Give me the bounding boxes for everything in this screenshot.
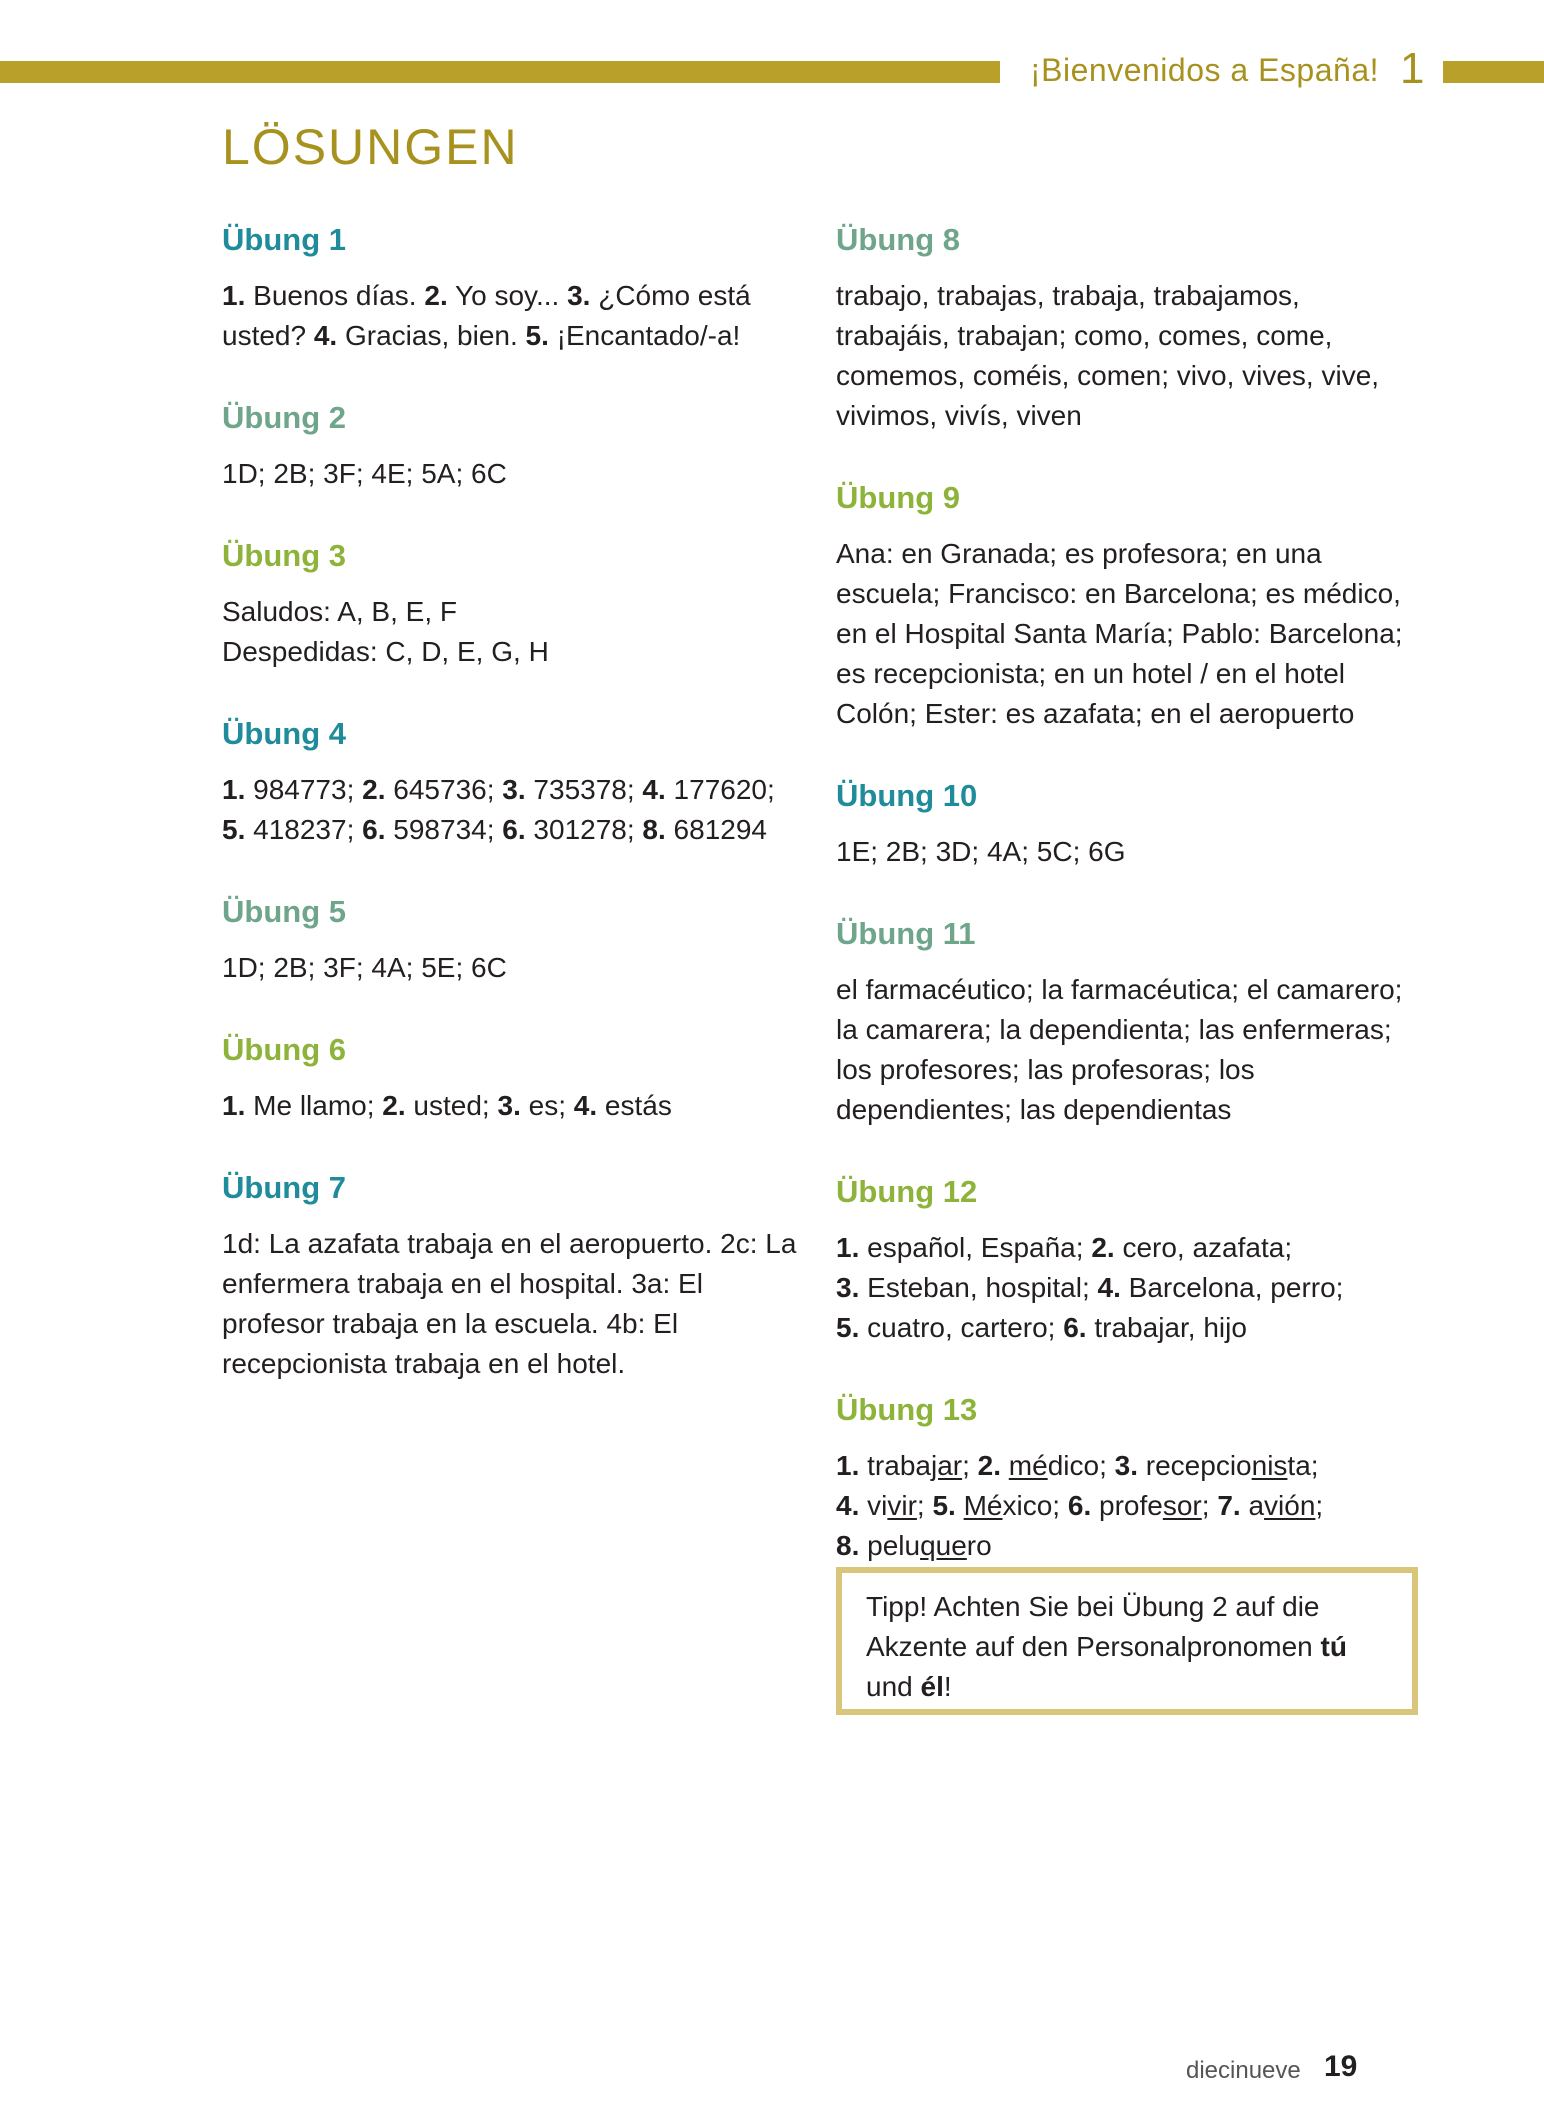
uebung-12	[836, 1170, 1416, 1348]
uebung-title: Übung 3	[222, 538, 346, 573]
uebung-answer: 1. Me llamo; 2. usted; 3. es; 4. estás	[222, 1090, 672, 1121]
uebung-answer: 1. Buenos días. 2. Yo soy... 3. ¿Cómo está usted? 4. Gracias, bien. 5. ¡Encantado/-a!	[222, 280, 751, 351]
uebung-9	[836, 476, 1416, 734]
uebung-answer: 1. español, España; 2. cero, azafata; 3. Esteban, hospital; 4. Barcelona, perro; 5. cuatro, cartero; 6. trabajar, hijo	[836, 1232, 1344, 1343]
uebung-title: Übung 7	[222, 1170, 346, 1205]
uebung-2	[222, 396, 802, 494]
left-column	[222, 218, 802, 1424]
tip-line: Akzente auf den Personalpronomen tú	[866, 1631, 1347, 1662]
uebung-1	[222, 218, 802, 356]
uebung-answer: trabajo, trabajas, trabaja, trabajamos, trabajáis, trabajan; como, comes, come, comemos, coméis, comen; vivo, vives, vive, vivimos, vivís, viven	[836, 280, 1380, 431]
header-band-left	[0, 61, 1000, 83]
uebung-11	[836, 912, 1416, 1130]
uebung-3	[222, 534, 802, 672]
tip-line: und él!	[866, 1671, 952, 1702]
uebung-answer: 1. trabajar; 2. médico; 3. recepcionista; 4. vivir; 5. México; 6. profesor; 7. avión; 8. peluquero	[836, 1450, 1324, 1561]
chapter-title: ¡Bienvenidos a España!	[1030, 52, 1379, 88]
uebung-title: Übung 2	[222, 400, 346, 435]
page-number: 19	[1324, 2050, 1358, 2083]
uebung-title: Übung 1	[222, 222, 346, 257]
uebung-answer: 1D; 2B; 3F; 4E; 5A; 6C	[222, 458, 507, 489]
uebung-answer: el farmacéutico; la farmacéutica; el camarero; la camarera; la dependienta; las enfermeras; los profesores; las profesoras; los dependientes; las dependientas	[836, 974, 1403, 1125]
uebung-answer: Ana: en Granada; es profesora; en una escuela; Francisco: en Barcelona; es médico, en el Hospital Santa María; Pablo: Barcelona; es recepcionista; en un hotel / en el hotel Colón; Ester: es azafata; en el aeropuerto	[836, 538, 1403, 729]
uebung-4	[222, 712, 802, 850]
uebung-title: Übung 11	[836, 916, 976, 951]
uebung-answer: 1d: La azafata trabaja en el aeropuerto. 2c: La enfermera trabaja en el hospital. 3a: El profesor trabaja en la escuela. 4b: El recepcionista trabaja en el hotel.	[222, 1228, 797, 1379]
tip-line: Tipp! Achten Sie bei Übung 2 auf die	[866, 1591, 1320, 1622]
uebung-5	[222, 890, 802, 988]
uebung-title: Übung 8	[836, 222, 960, 257]
chapter-number: 1	[1400, 44, 1425, 93]
uebung-answer: 1D; 2B; 3F; 4A; 5E; 6C	[222, 952, 507, 983]
uebung-answer: 1. 984773; 2. 645736; 3. 735378; 4. 177620; 5. 418237; 6. 598734; 6. 301278; 8. 681294	[222, 774, 775, 845]
uebung-title: Übung 13	[836, 1392, 978, 1427]
uebung-title: Übung 9	[836, 480, 960, 515]
tip-box	[836, 1567, 1418, 1715]
uebung-answer: Saludos: A, B, E, F Despedidas: C, D, E, G, H	[222, 596, 549, 667]
page-number-word: diecinueve	[1186, 2057, 1301, 2084]
uebung-8	[836, 218, 1416, 436]
uebung-13	[836, 1388, 1416, 1566]
uebung-title: Übung 10	[836, 778, 978, 813]
uebung-6	[222, 1028, 802, 1126]
uebung-10	[836, 774, 1416, 872]
section-title: LÖSUNGEN	[222, 119, 519, 175]
uebung-title: Übung 5	[222, 894, 346, 929]
uebung-7	[222, 1166, 802, 1384]
uebung-title: Übung 6	[222, 1032, 346, 1067]
uebung-answer: 1E; 2B; 3D; 4A; 5C; 6G	[836, 836, 1126, 867]
right-column	[836, 218, 1416, 1606]
header-band-right	[1443, 61, 1544, 83]
uebung-title: Übung 12	[836, 1174, 978, 1209]
uebung-title: Übung 4	[222, 716, 346, 751]
